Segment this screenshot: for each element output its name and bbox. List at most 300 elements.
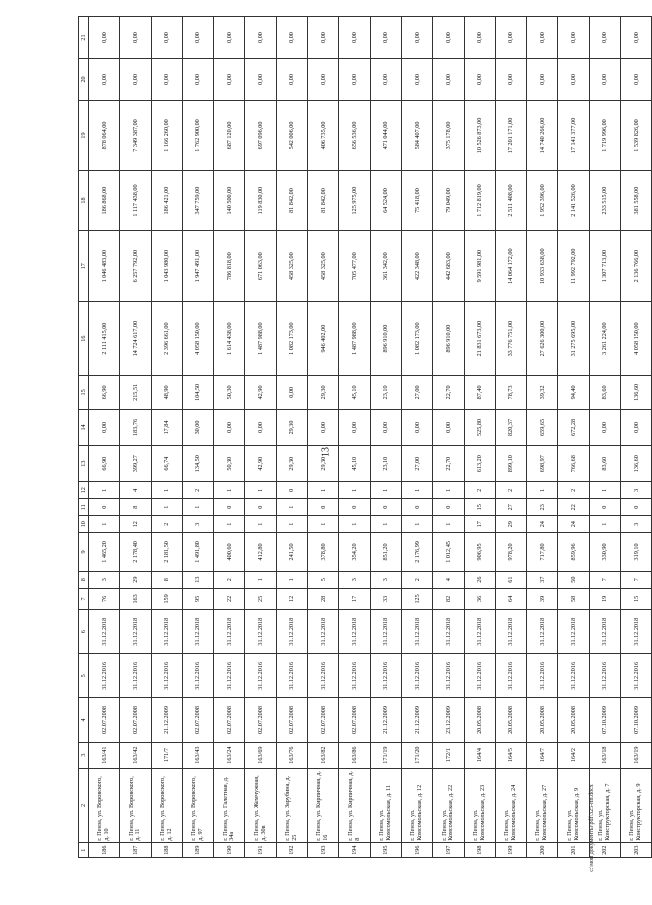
table-cell: 1 (433, 482, 464, 499)
table-cell: 17 (339, 588, 370, 610)
table-cell: 0,00 (370, 409, 401, 445)
table-cell: 671 063,00 (245, 231, 276, 302)
table-cell: 0 (308, 499, 339, 516)
table-cell: 0,00 (276, 59, 307, 101)
table-cell: 202 (589, 843, 620, 858)
table-cell: 31.12.2016 (589, 654, 620, 698)
table-cell: 0 (370, 499, 401, 516)
table-cell: 11 992 792,00 (558, 231, 589, 302)
table-cell: 22,70 (433, 375, 464, 409)
table-cell: 0,00 (214, 59, 245, 101)
table-cell: 4 (433, 571, 464, 588)
table-cell: 0,00 (120, 59, 151, 101)
table-cell: 0,00 (245, 17, 276, 59)
table-cell: 7 349 387,00 (120, 100, 151, 170)
address-cell: г. Пенза, ул. Зарубина, д. 25 (276, 768, 307, 843)
table-cell: 0,00 (621, 17, 652, 59)
table-cell: 1 (339, 516, 370, 533)
table-cell: 1 712 819,00 (464, 171, 495, 231)
table-cell: 17 141 377,00 (558, 100, 589, 170)
table-cell: 412,80 (245, 533, 276, 571)
table-cell: 2 (464, 482, 495, 499)
table-cell: 186 421,00 (151, 171, 182, 231)
table-cell: 31.12.2016 (433, 654, 464, 698)
table-cell: 3 261 224,00 (589, 302, 620, 376)
table-cell: 717,80 (527, 533, 558, 571)
footer-file-path: c:\мои документы\pdf\325-пп.docx (589, 784, 595, 872)
table-cell: 1 (433, 516, 464, 533)
table-cell: 656 536,00 (339, 100, 370, 170)
table-cell: 31.12.2016 (370, 654, 401, 698)
table-row (308, 17, 339, 858)
table-cell: 2 511 408,00 (495, 171, 526, 231)
table-cell: 66,90 (89, 446, 120, 482)
table-cell: 15 (464, 499, 495, 516)
table-cell: 1 046 483,00 (89, 231, 120, 302)
table-cell: 1 082 173,00 (276, 302, 307, 376)
table-cell: 1 (308, 516, 339, 533)
table-cell: 64 524,00 (370, 171, 401, 231)
table-cell: 21.12.2009 (370, 698, 401, 742)
table-cell: 24 (558, 516, 589, 533)
table-cell: 0,00 (433, 409, 464, 445)
table-cell: 0,00 (370, 17, 401, 59)
table-cell: 0,00 (433, 59, 464, 101)
table-cell: 31.12.2018 (151, 610, 182, 654)
table-cell: 233 515,00 (589, 171, 620, 231)
table-row (120, 17, 151, 858)
table-cell: 136,60 (621, 446, 652, 482)
table-cell: 31.12.2018 (527, 610, 558, 654)
table-cell: 163/41 (89, 742, 120, 768)
table-cell: 64 (495, 588, 526, 610)
table-cell: 29 (120, 571, 151, 588)
table-cell: 196 (401, 843, 432, 858)
table-cell: 94,40 (558, 375, 589, 409)
table-cell: 164/5 (495, 742, 526, 768)
table-row (495, 17, 526, 858)
table-cell: 33 776 751,00 (495, 302, 526, 376)
table-cell: 4 058 150,00 (621, 302, 652, 376)
table-cell: 400,60 (214, 533, 245, 571)
table-cell: 20.05.2008 (495, 698, 526, 742)
table-cell: 215,51 (120, 375, 151, 409)
table-cell: 820,37 (495, 409, 526, 445)
table-cell: 2 396 661,00 (151, 302, 182, 376)
address-cell: г. Пенза, ул. Жемчужная, д. 30в (245, 768, 276, 843)
table-cell: 22,70 (433, 446, 464, 482)
table-cell: 1 (151, 482, 182, 499)
table-cell: 0,00 (245, 409, 276, 445)
table-cell: 3 (621, 482, 652, 499)
table-cell: 27,00 (401, 375, 432, 409)
table-cell: 0,00 (558, 17, 589, 59)
table-cell: 81 842,00 (308, 171, 339, 231)
table-cell: 79 049,00 (433, 171, 464, 231)
address-cell: г. Пенза, ул. Комсомольская, д. 23 (464, 768, 495, 843)
table-cell: 0,00 (527, 59, 558, 101)
table-cell: 1 (339, 482, 370, 499)
table-cell: 347 759,00 (182, 171, 213, 231)
table-cell: 0,00 (621, 59, 652, 101)
table-cell: 0,00 (182, 17, 213, 59)
table-cell: 1 614 438,00 (214, 302, 245, 376)
table-row (89, 17, 120, 858)
table-cell: 1 487 988,00 (339, 302, 370, 376)
table-cell: 0,00 (214, 17, 245, 59)
table-cell: 1 (182, 499, 213, 516)
table-cell: 02.07.2008 (120, 698, 151, 742)
table-cell: 29,30 (276, 446, 307, 482)
table-cell: 1 719 996,00 (589, 100, 620, 170)
page-number: 13 (320, 447, 332, 457)
table-cell: 1 (589, 482, 620, 499)
table-cell: 354,20 (339, 533, 370, 571)
table-cell: 33 (370, 588, 401, 610)
table-cell: 375 178,00 (433, 100, 464, 170)
table-cell: 02.07.2008 (276, 698, 307, 742)
table-cell: 163/18 (589, 742, 620, 768)
table-cell: 125 975,00 (339, 171, 370, 231)
table-cell: 199 (495, 843, 526, 858)
column-header: 19 (79, 100, 89, 170)
table-cell: 0 (433, 499, 464, 516)
table-cell: 22 (214, 588, 245, 610)
table-cell: 31.12.2016 (120, 654, 151, 698)
column-header: 3 (79, 742, 89, 768)
table-cell: 27,00 (401, 446, 432, 482)
table-cell: 163/43 (182, 742, 213, 768)
table-cell: 31.12.2016 (245, 654, 276, 698)
table-cell: 201 (558, 843, 589, 858)
table-cell: 0,00 (276, 17, 307, 59)
table-cell: 361 342,00 (370, 231, 401, 302)
table-cell: 02.07.2008 (182, 698, 213, 742)
table-row (558, 17, 589, 858)
table-cell: 542 006,00 (276, 100, 307, 170)
table-cell: 0,00 (151, 59, 182, 101)
table-cell: 31.12.2018 (89, 610, 120, 654)
table-cell: 190 (214, 843, 245, 858)
table-cell: 471 044,00 (370, 100, 401, 170)
table-cell: 1 (151, 499, 182, 516)
table-cell: 1 762 900,00 (182, 100, 213, 170)
table-cell: 1 (527, 482, 558, 499)
table-row (276, 17, 307, 858)
table-cell: 172/1 (433, 742, 464, 768)
table-cell: 31.12.2018 (245, 610, 276, 654)
table-cell: 8 (120, 499, 151, 516)
table-cell: 171/20 (401, 742, 432, 768)
table-cell: 125 (401, 588, 432, 610)
column-header: 5 (79, 654, 89, 698)
table-cell: 0,00 (89, 17, 120, 59)
table-cell: 2 176,99 (401, 533, 432, 571)
table-cell: 0,00 (89, 409, 120, 445)
table-cell: 859,96 (558, 533, 589, 571)
table-cell: 2 (495, 482, 526, 499)
table-cell: 1 (370, 516, 401, 533)
address-cell: г. Пенза, ул. Воровского, д. 10 (89, 768, 120, 843)
table-cell: 31.12.2018 (276, 610, 307, 654)
address-cell: г. Пенза, ул. Комсомольская, д. 9 (558, 768, 589, 843)
table-cell: 164/2 (558, 742, 589, 768)
table-cell: 1 (245, 482, 276, 499)
table-cell: 3 (339, 571, 370, 588)
table-cell: 163/69 (245, 742, 276, 768)
table-cell: 1 (214, 516, 245, 533)
table-cell: 81 842,00 (276, 171, 307, 231)
table-cell: 188 (151, 843, 182, 858)
table-cell: 119 830,00 (245, 171, 276, 231)
table-cell: 0,00 (214, 409, 245, 445)
table-cell: 134,50 (182, 446, 213, 482)
table-cell: 1 (308, 482, 339, 499)
table-cell: 171/19 (370, 742, 401, 768)
table-cell: 163 (120, 588, 151, 610)
table-cell: 45,10 (339, 375, 370, 409)
table-cell: 31.12.2016 (527, 654, 558, 698)
table-cell: 193 (308, 843, 339, 858)
table-cell: 12 (276, 588, 307, 610)
table-cell: 31.12.2016 (89, 654, 120, 698)
address-cell: г. Пенза, ул. Комсомольская, д. 22 (433, 768, 464, 843)
table-cell: 0,00 (495, 17, 526, 59)
table-cell: 13 (182, 571, 213, 588)
table-cell: 0,00 (308, 409, 339, 445)
table-container (78, 16, 643, 858)
table-cell: 31.12.2018 (558, 610, 589, 654)
table-cell: 8 (151, 571, 182, 588)
column-header: 16 (79, 302, 89, 376)
table-cell: 37 (527, 571, 558, 588)
table-cell: 0 (401, 499, 432, 516)
table-cell: 2 (182, 482, 213, 499)
data-table (78, 16, 652, 858)
column-header: 4 (79, 698, 89, 742)
table-cell: 31.12.2016 (308, 654, 339, 698)
column-header: 9 (79, 533, 89, 571)
table-cell: 659,65 (527, 409, 558, 445)
table-cell: 2 136 766,00 (621, 231, 652, 302)
table-row (433, 17, 464, 858)
column-header: 7 (79, 588, 89, 610)
table-row (339, 17, 370, 858)
table-cell: 83,60 (589, 375, 620, 409)
table-cell: 02.07.2008 (245, 698, 276, 742)
table-cell: 0 (89, 499, 120, 516)
table-cell: 1 947 491,00 (182, 231, 213, 302)
table-cell: 95 (182, 588, 213, 610)
table-cell: 0,00 (401, 59, 432, 101)
table-cell: 31.12.2018 (214, 610, 245, 654)
table-cell: 1 465,20 (89, 533, 120, 571)
table-cell: 20.05.2008 (464, 698, 495, 742)
column-header: 14 (79, 409, 89, 445)
table-cell: 76 (89, 588, 120, 610)
table-cell: 0,00 (120, 17, 151, 59)
table-cell: 1 043 980,00 (151, 231, 182, 302)
table-cell: 21.12.2009 (401, 698, 432, 742)
table-cell: 687 120,00 (214, 100, 245, 170)
table-cell: 189 (182, 843, 213, 858)
column-header: 2 (79, 768, 89, 843)
table-cell: 1 (401, 482, 432, 499)
table-cell: 164/7 (527, 742, 558, 768)
table-cell: 0,00 (339, 17, 370, 59)
column-header: 18 (79, 171, 89, 231)
table-cell: 171/7 (151, 742, 182, 768)
table-cell: 23,10 (370, 446, 401, 482)
table-cell: 0,00 (495, 59, 526, 101)
table-cell: 02.07.2008 (308, 698, 339, 742)
table-cell: 136,60 (621, 375, 652, 409)
address-cell: г. Пенза, ул. Галетная, д. 34а (214, 768, 245, 843)
table-cell: 82 (433, 588, 464, 610)
address-cell: г. Пенза, ул. Кирпичная, д. 16 (308, 768, 339, 843)
table-cell: 17 (464, 516, 495, 533)
table-cell: 0,00 (370, 59, 401, 101)
table-cell: 1 952 396,00 (527, 171, 558, 231)
table-cell: 39,32 (527, 375, 558, 409)
table-cell: 15 (621, 588, 652, 610)
table-cell: 50,30 (214, 375, 245, 409)
table-cell: 203 (621, 843, 652, 858)
table-cell: 2 181,50 (151, 533, 182, 571)
table-cell: 1 (276, 516, 307, 533)
table-cell: 163/19 (621, 742, 652, 768)
table-cell: 31.12.2016 (401, 654, 432, 698)
table-cell: 4 058 150,00 (182, 302, 213, 376)
table-cell: 3 (182, 516, 213, 533)
address-cell: г. Пенза, ул. Конструкторская, д. 7 (589, 768, 620, 843)
table-row (182, 17, 213, 858)
table-cell: 163/82 (308, 742, 339, 768)
table-cell: 104,50 (182, 375, 213, 409)
table-cell: 31.12.2018 (182, 610, 213, 654)
table-cell: 399,27 (120, 446, 151, 482)
table-cell: 192 (276, 843, 307, 858)
table-cell: 21.12.2009 (151, 698, 182, 742)
table-cell: 163/42 (120, 742, 151, 768)
table-cell: 27 626 300,00 (527, 302, 558, 376)
table-cell: 02.07.2008 (89, 698, 120, 742)
table-cell: 0,00 (589, 409, 620, 445)
table-cell: 613,20 (464, 446, 495, 482)
table-cell: 21 831 673,00 (464, 302, 495, 376)
table-cell: 31.12.2018 (401, 610, 432, 654)
table-cell: 241,50 (276, 533, 307, 571)
table-cell: 525,80 (464, 409, 495, 445)
table-cell: 896 910,00 (370, 302, 401, 376)
table-cell: 0,00 (464, 59, 495, 101)
address-cell: г. Пенза, ул. Комсомольская, д. 24 (495, 768, 526, 843)
table-cell: 163/76 (276, 742, 307, 768)
table-cell: 0 (214, 499, 245, 516)
table-cell: 0 (339, 499, 370, 516)
table-cell: 31.12.2016 (339, 654, 370, 698)
table-cell: 319,10 (621, 533, 652, 571)
table-cell: 0,00 (558, 59, 589, 101)
table-cell: 0,00 (339, 409, 370, 445)
table-cell: 07.10.2009 (589, 698, 620, 742)
table-cell: 31.12.2016 (558, 654, 589, 698)
table-cell: 1 491,80 (182, 533, 213, 571)
address-cell: г. Пенза, ул. Воровского, д. 12 (151, 768, 182, 843)
table-cell: 4 (120, 482, 151, 499)
address-cell: г. Пенза, ул. Воровского, д. 97 (182, 768, 213, 843)
table-cell: 197 (433, 843, 464, 858)
table-cell: 31.12.2018 (308, 610, 339, 654)
table-cell: 186 868,00 (89, 171, 120, 231)
table-cell: 0 (276, 482, 307, 499)
table-cell: 899,10 (495, 446, 526, 482)
table-cell: 2 141 526,00 (558, 171, 589, 231)
column-header: 21 (79, 17, 89, 59)
column-header: 17 (79, 231, 89, 302)
table-cell: 20.05.2008 (558, 698, 589, 742)
table-cell: 851,20 (370, 533, 401, 571)
table-cell: 406 735,00 (308, 100, 339, 170)
table-cell: 442 683,00 (433, 231, 464, 302)
table-cell: 17,84 (151, 409, 182, 445)
table-cell: 159 (151, 588, 182, 610)
table-cell: 0,00 (308, 59, 339, 101)
table-cell: 3 (89, 571, 120, 588)
table-cell: 29,30 (308, 375, 339, 409)
table-row (401, 17, 432, 858)
address-cell: г. Пенза, ул. Комсомольская, д. 27 (527, 768, 558, 843)
table-cell: 1 (89, 516, 120, 533)
table-cell: 0 (245, 499, 276, 516)
table-cell: 31.12.2018 (339, 610, 370, 654)
table-cell: 1 117 438,00 (120, 171, 151, 231)
table-cell: 0,00 (308, 17, 339, 59)
address-cell: г. Пенза, ул. Комсомольская, д. 11 (370, 768, 401, 843)
table-cell: 87,40 (464, 375, 495, 409)
table-cell: 378,80 (308, 533, 339, 571)
table-cell: 766,68 (558, 446, 589, 482)
table-cell: 31 275 695,00 (558, 302, 589, 376)
table-cell: 422 348,00 (401, 231, 432, 302)
table-cell: 978,20 (495, 533, 526, 571)
table-cell: 0,00 (339, 59, 370, 101)
table-cell: 198 (464, 843, 495, 858)
table-cell: 906,95 (464, 533, 495, 571)
table-cell: 50 (558, 571, 589, 588)
table-cell: 0,00 (433, 17, 464, 59)
table-cell: 0,00 (589, 17, 620, 59)
table-cell: 31.12.2018 (495, 610, 526, 654)
table-cell: 946 402,00 (308, 302, 339, 376)
table-cell: 200 (527, 843, 558, 858)
table-cell: 330,90 (589, 533, 620, 571)
table-cell: 0,00 (401, 17, 432, 59)
table-cell: 186 (89, 843, 120, 858)
table-cell: 697 096,00 (245, 100, 276, 170)
table-cell: 0,00 (464, 17, 495, 59)
table-cell: 0 (589, 499, 620, 516)
table-cell: 25 (245, 588, 276, 610)
column-header: 10 (79, 516, 89, 533)
table-cell: 31.12.2016 (464, 654, 495, 698)
table-cell: 140 500,00 (214, 171, 245, 231)
table-cell: 1 (214, 482, 245, 499)
table-cell: 1 (589, 516, 620, 533)
table-cell: 0,00 (276, 375, 307, 409)
table-cell: 31.12.2016 (214, 654, 245, 698)
table-cell: 0,00 (401, 409, 432, 445)
